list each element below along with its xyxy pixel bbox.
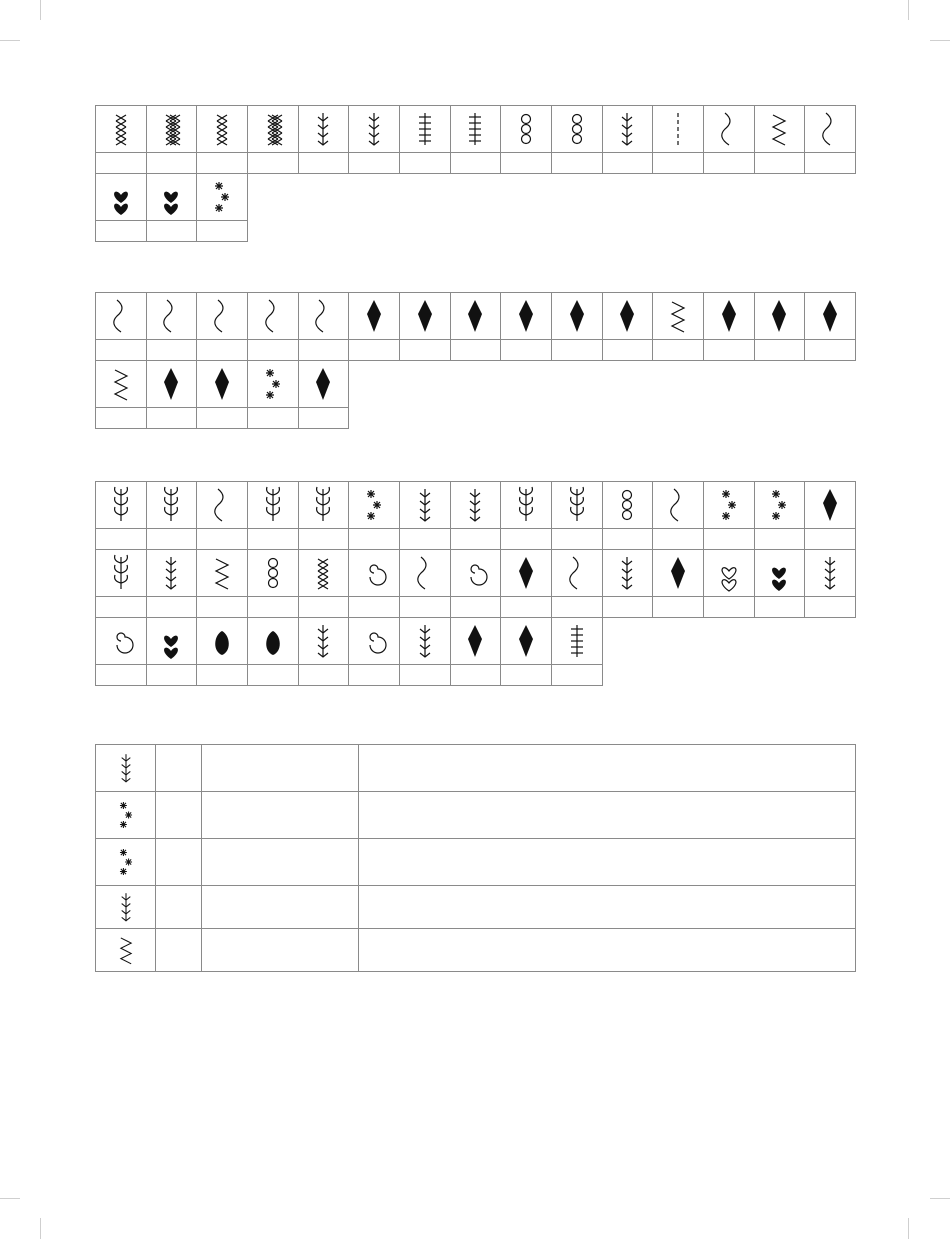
stitch-label-cell — [247, 408, 298, 429]
empty-cell — [551, 408, 602, 429]
legend-name — [202, 886, 359, 929]
stitch-label-cell — [754, 597, 805, 618]
stitch-label-cell — [805, 597, 856, 618]
crown-icon — [399, 618, 450, 665]
stitch-label-cell — [146, 153, 197, 174]
empty-cell — [450, 408, 501, 429]
bow-border-icon — [602, 550, 653, 597]
stitch-icon-row — [96, 550, 856, 597]
stitch-label-cell — [805, 153, 856, 174]
stitch-label-cell — [349, 153, 400, 174]
wavy-cord-icon — [298, 106, 349, 153]
scallop-small-icon — [146, 293, 197, 340]
stitch-label-cell — [450, 665, 501, 686]
stitch-table-decorative — [95, 481, 856, 686]
stitch-label-cell — [399, 340, 450, 361]
stitch-label-cell — [754, 153, 805, 174]
zigzag-icon — [754, 106, 805, 153]
stitch-label-cell — [551, 340, 602, 361]
stitch-table-cross-stitch — [95, 105, 856, 242]
stitch-icon-row — [96, 482, 856, 529]
stitch-label-cell — [501, 529, 552, 550]
legend-key — [156, 745, 202, 792]
stitch-label-cell — [602, 529, 653, 550]
stitch-legend-table — [95, 744, 856, 972]
stitch-icon-row — [96, 618, 856, 665]
empty-cell — [703, 665, 754, 686]
heart-loop-icon — [146, 618, 197, 665]
star-chain-icon — [96, 792, 156, 839]
stitch-label-row — [96, 408, 856, 429]
legend-description — [359, 745, 856, 792]
bracket-scallop-icon — [247, 293, 298, 340]
stitch-label-cell — [703, 153, 754, 174]
stitch-label-cell — [298, 529, 349, 550]
stitch-label-cell — [247, 340, 298, 361]
leaf-sprig-icon — [96, 482, 147, 529]
stitch-label-cell — [247, 153, 298, 174]
stitch-label-cell — [96, 408, 147, 429]
empty-cell — [805, 618, 856, 665]
stitch-label-cell — [146, 529, 197, 550]
satin-chevron-icon — [349, 293, 400, 340]
empty-cell — [501, 408, 552, 429]
tulip-icon — [399, 482, 450, 529]
crop-mark-br-h — [930, 1198, 950, 1199]
stitch-label-cell — [399, 529, 450, 550]
stitch-label-cell — [96, 529, 147, 550]
empty-cell — [703, 408, 754, 429]
heart-outline-pair-icon — [703, 550, 754, 597]
empty-cell — [754, 665, 805, 686]
empty-cell — [754, 618, 805, 665]
legend-description — [359, 886, 856, 929]
stitch-label-cell — [146, 597, 197, 618]
chain-links-icon — [501, 106, 552, 153]
scalloped-wave-icon — [805, 106, 856, 153]
scallop-edge-icon — [197, 293, 248, 340]
empty-cell — [247, 174, 298, 221]
stitch-label-cell — [653, 597, 704, 618]
fern-icon — [298, 482, 349, 529]
empty-cell — [501, 361, 552, 408]
stitch-label-cell — [146, 665, 197, 686]
stitch-label-cell — [197, 221, 248, 242]
snake-wave-icon — [399, 550, 450, 597]
legend-row — [96, 745, 856, 792]
stitch-label-cell — [197, 408, 248, 429]
legend-row — [96, 839, 856, 886]
house-motif-icon — [298, 618, 349, 665]
comb-icon — [450, 106, 501, 153]
stitch-icon-row — [96, 361, 856, 408]
stitch-label-cell — [247, 597, 298, 618]
stitch-label-cell — [551, 153, 602, 174]
diamond-chain-icon — [551, 106, 602, 153]
satin-half-moon-icon — [399, 293, 450, 340]
stitch-label-cell — [96, 665, 147, 686]
zigzag-diamond-icon — [96, 929, 156, 972]
empty-cell — [653, 618, 704, 665]
stitch-icon-row — [96, 293, 856, 340]
legend-description — [359, 839, 856, 886]
empty-cell — [653, 361, 704, 408]
empty-cell — [602, 618, 653, 665]
stitch-label-cell — [298, 340, 349, 361]
stitch-label-cell — [703, 597, 754, 618]
stitch-label-cell — [551, 665, 602, 686]
slanted-satin-icon — [501, 550, 552, 597]
crop-mark-tr-h — [930, 40, 950, 41]
hourglass-outline-icon — [501, 618, 552, 665]
tack-stitch-icon — [96, 745, 156, 792]
stitch-label-cell — [146, 221, 197, 242]
empty-cell — [754, 221, 805, 242]
stitch-label-cell — [197, 665, 248, 686]
satin-diamond-icon — [501, 293, 552, 340]
stitch-table-satin-stitch — [95, 292, 856, 429]
empty-cell — [754, 174, 805, 221]
stitch-label-cell — [703, 340, 754, 361]
arrow-chevrons-icon — [146, 550, 197, 597]
spine-cross-icon — [298, 550, 349, 597]
beaded-cord-icon — [349, 106, 400, 153]
empty-cell — [399, 361, 450, 408]
stitch-label-cell — [349, 597, 400, 618]
legend-name — [202, 792, 359, 839]
brick-grid-icon — [551, 618, 602, 665]
stitch-label-cell — [349, 340, 400, 361]
flower-vine-icon — [501, 482, 552, 529]
s-hook-icon — [551, 550, 602, 597]
empty-cell — [551, 361, 602, 408]
cross-stitch-column-icon — [96, 106, 147, 153]
stitch-label-cell — [399, 665, 450, 686]
stitch-label-cell — [501, 665, 552, 686]
stitch-label-cell — [96, 340, 147, 361]
crop-mark-tl-h — [0, 40, 20, 41]
satin-scallop-icon — [298, 293, 349, 340]
strawberry-icon — [197, 618, 248, 665]
stitch-label-cell — [602, 340, 653, 361]
empty-cell — [805, 174, 856, 221]
empty-cell — [298, 174, 349, 221]
stitch-label-cell — [602, 597, 653, 618]
stitch-label-cell — [551, 529, 602, 550]
empty-cell — [349, 221, 400, 242]
stitch-icon-row — [96, 174, 856, 221]
satin-crenel-icon — [602, 293, 653, 340]
stitch-label-cell — [754, 340, 805, 361]
star-pair-icon — [349, 482, 400, 529]
stepped-block-icon — [602, 106, 653, 153]
s-curve-icon — [703, 106, 754, 153]
empty-cell — [805, 221, 856, 242]
stitch-label-cell — [805, 529, 856, 550]
stitch-label-cell — [298, 408, 349, 429]
crop-mark-bl-h — [0, 1198, 20, 1199]
empty-cell — [399, 408, 450, 429]
legend-key — [156, 929, 202, 972]
legend-row — [96, 929, 856, 972]
scattered-dots-icon — [96, 839, 156, 886]
stitch-label-cell — [805, 340, 856, 361]
stitch-label-row — [96, 340, 856, 361]
empty-cell — [602, 361, 653, 408]
empty-cell — [450, 221, 501, 242]
empty-cell — [754, 361, 805, 408]
satin-step-icon — [703, 293, 754, 340]
stitch-icon-row — [96, 106, 856, 153]
empty-cell — [653, 174, 704, 221]
empty-cell — [349, 361, 400, 408]
empty-cell — [551, 174, 602, 221]
empty-cell — [805, 665, 856, 686]
empty-cell — [602, 174, 653, 221]
snowflake-pair-icon — [703, 482, 754, 529]
curl-vine-icon — [96, 550, 147, 597]
empty-cell — [602, 221, 653, 242]
stitch-label-cell — [349, 529, 400, 550]
asterisk-pair-icon — [754, 482, 805, 529]
legend-key — [156, 792, 202, 839]
cross-stitch-diagonal-icon — [197, 106, 248, 153]
stitch-label-cell — [399, 153, 450, 174]
stitch-label-cell — [96, 597, 147, 618]
satin-ball-pair-icon — [805, 482, 856, 529]
stitch-label-cell — [450, 153, 501, 174]
stitch-label-cell — [349, 665, 400, 686]
satin-arrow-icon — [551, 293, 602, 340]
empty-cell — [653, 221, 704, 242]
legend-row — [96, 886, 856, 929]
ladder-icon — [399, 106, 450, 153]
filled-hearts-icon — [96, 174, 147, 221]
stitch-label-cell — [197, 340, 248, 361]
stitch-label-row — [96, 153, 856, 174]
paisley-curl-icon — [349, 550, 400, 597]
stitch-label-cell — [197, 597, 248, 618]
scallop-outline-icon — [96, 293, 147, 340]
satin-tree-icon — [653, 550, 704, 597]
empty-cell — [805, 361, 856, 408]
satin-grass-icon — [146, 361, 197, 408]
fringe-star-icon — [247, 361, 298, 408]
stitch-label-row — [96, 221, 856, 242]
stitch-label-cell — [501, 597, 552, 618]
circle-chain-icon — [602, 482, 653, 529]
scattered-stars-icon — [197, 174, 248, 221]
empty-cell — [703, 618, 754, 665]
stitch-label-cell — [298, 597, 349, 618]
empty-cell — [399, 221, 450, 242]
legend-description — [359, 929, 856, 972]
stitch-label-row — [96, 529, 856, 550]
stitch-label-cell — [146, 408, 197, 429]
stitch-label-cell — [450, 340, 501, 361]
figure-eight-icon — [96, 618, 147, 665]
pretzel-icon — [349, 618, 400, 665]
empty-cell — [399, 174, 450, 221]
empty-cell — [450, 174, 501, 221]
satin-fringe-icon — [197, 361, 248, 408]
empty-cell — [703, 174, 754, 221]
stitch-label-cell — [247, 665, 298, 686]
satin-zigzag-icon — [96, 361, 147, 408]
dashed-line-icon — [653, 106, 704, 153]
swirl-wave-icon — [197, 482, 248, 529]
legend-key — [156, 839, 202, 886]
stitch-label-row — [96, 665, 856, 686]
empty-cell — [703, 361, 754, 408]
stitch-label-cell — [501, 340, 552, 361]
empty-cell — [653, 665, 704, 686]
arrow-leaf-icon — [551, 482, 602, 529]
filled-leaf-icon — [247, 482, 298, 529]
empty-cell — [349, 408, 400, 429]
empty-cell — [551, 221, 602, 242]
stitch-label-cell — [551, 597, 602, 618]
satin-thin-line-icon — [298, 361, 349, 408]
pear-icon — [247, 618, 298, 665]
crop-mark-tl-v — [40, 0, 41, 20]
empty-cell — [298, 221, 349, 242]
legend-name — [202, 929, 359, 972]
stitch-label-cell — [653, 153, 704, 174]
bow-icon — [805, 550, 856, 597]
stitch-label-cell — [653, 340, 704, 361]
stitch-label-cell — [653, 529, 704, 550]
empty-cell — [602, 665, 653, 686]
feather-wave-icon — [653, 482, 704, 529]
empty-cell — [450, 361, 501, 408]
stitch-label-cell — [96, 221, 147, 242]
stitch-label-cell — [247, 529, 298, 550]
curved-leaf-icon — [146, 482, 197, 529]
diamond-chain-outline-icon — [247, 550, 298, 597]
satin-bar-icon — [805, 293, 856, 340]
stitch-label-cell — [197, 153, 248, 174]
empty-cell — [602, 408, 653, 429]
satin-checker-icon — [754, 293, 805, 340]
stitch-label-cell — [96, 153, 147, 174]
empty-cell — [703, 221, 754, 242]
stitch-label-cell — [298, 153, 349, 174]
empty-cell — [805, 408, 856, 429]
needle-stop-icon — [96, 886, 156, 929]
cross-stitch-double-column-icon — [146, 106, 197, 153]
empty-cell — [754, 408, 805, 429]
stitch-label-cell — [450, 597, 501, 618]
empty-cell — [247, 221, 298, 242]
cross-stitch-block-icon — [247, 106, 298, 153]
legend-name — [202, 745, 359, 792]
hourglass-diamond-icon — [450, 618, 501, 665]
stitch-label-cell — [703, 529, 754, 550]
stitch-label-cell — [399, 597, 450, 618]
satin-oval-icon — [450, 293, 501, 340]
spiral-icon — [450, 550, 501, 597]
stitch-label-cell — [450, 529, 501, 550]
stitch-label-cell — [602, 153, 653, 174]
empty-cell — [501, 221, 552, 242]
crop-mark-br-v — [908, 1218, 909, 1239]
butterfly-pair-icon — [450, 482, 501, 529]
stitch-label-cell — [197, 529, 248, 550]
stitch-label-cell — [754, 529, 805, 550]
stitch-label-cell — [298, 665, 349, 686]
legend-key — [156, 886, 202, 929]
stitch-label-cell — [146, 340, 197, 361]
legend-name — [202, 839, 359, 886]
crop-mark-tr-v — [908, 0, 909, 20]
legend-row — [96, 792, 856, 839]
crop-mark-bl-v — [40, 1218, 41, 1239]
empty-cell — [501, 174, 552, 221]
filled-heart-pair-icon — [146, 174, 197, 221]
stitch-label-row — [96, 597, 856, 618]
triple-zigzag-icon — [197, 550, 248, 597]
heart-vine-icon — [754, 550, 805, 597]
satin-zigzag-small-icon — [653, 293, 704, 340]
stitch-label-cell — [501, 153, 552, 174]
empty-cell — [653, 408, 704, 429]
empty-cell — [349, 174, 400, 221]
legend-description — [359, 792, 856, 839]
